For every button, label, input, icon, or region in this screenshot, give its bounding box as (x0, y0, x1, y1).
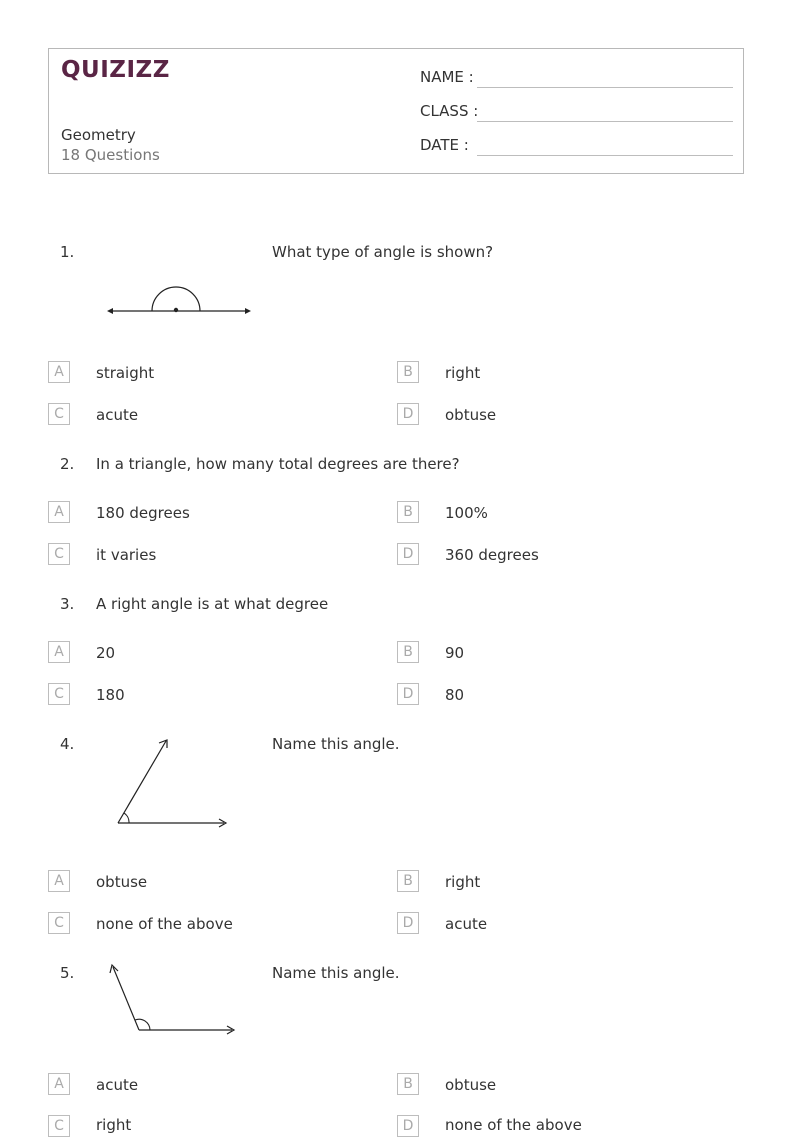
option-letter[interactable]: C (48, 683, 70, 705)
option-letter[interactable]: D (397, 403, 419, 425)
acute-angle-figure (112, 736, 236, 832)
quizizz-logo: QUIZIZZ (61, 57, 170, 83)
option-letter[interactable]: C (48, 1115, 70, 1137)
option-text[interactable]: none of the above (96, 915, 233, 933)
name-line[interactable] (477, 87, 733, 88)
option-text[interactable]: 360 degrees (445, 546, 539, 564)
class-label: CLASS : (420, 102, 479, 120)
option-text[interactable]: right (445, 873, 481, 891)
name-label: NAME : (420, 68, 474, 86)
option-letter[interactable]: B (397, 501, 419, 523)
option-text[interactable]: right (445, 364, 481, 382)
question-text: Name this angle. (272, 964, 400, 982)
option-text[interactable]: obtuse (445, 406, 497, 424)
option-text[interactable]: straight (96, 364, 155, 382)
option-text[interactable]: 20 (96, 644, 116, 662)
option-letter[interactable]: B (397, 361, 419, 383)
option-text[interactable]: right (96, 1116, 132, 1134)
option-letter[interactable]: D (397, 1115, 419, 1137)
question-number: 5. (60, 964, 75, 982)
date-label: DATE : (420, 136, 469, 154)
option-letter[interactable]: D (397, 912, 419, 934)
option-text[interactable]: 80 (445, 686, 465, 704)
option-letter[interactable]: D (397, 543, 419, 565)
option-letter[interactable]: C (48, 403, 70, 425)
option-letter[interactable]: A (48, 361, 70, 383)
obtuse-angle-figure (106, 962, 240, 1038)
option-text[interactable]: 100% (445, 504, 488, 522)
option-text[interactable]: none of the above (445, 1116, 582, 1134)
question-number: 1. (60, 243, 75, 261)
worksheet-subject: Geometry (61, 126, 136, 144)
option-text[interactable]: 180 degrees (96, 504, 190, 522)
question-count: 18 Questions (61, 146, 160, 164)
question-text: A right angle is at what degree (96, 595, 329, 613)
option-letter[interactable]: A (48, 641, 70, 663)
question-text: What type of angle is shown? (272, 243, 494, 261)
option-letter[interactable]: D (397, 683, 419, 705)
option-text[interactable]: 180 (96, 686, 125, 704)
question-number: 2. (60, 455, 75, 473)
question-text: Name this angle. (272, 735, 400, 753)
option-letter[interactable]: C (48, 543, 70, 565)
question-text: In a triangle, how many total degrees are there? (96, 455, 460, 473)
option-text[interactable]: acute (96, 1076, 139, 1094)
class-line[interactable] (477, 121, 733, 122)
option-text[interactable]: acute (445, 915, 488, 933)
option-text[interactable]: 90 (445, 644, 465, 662)
straight-angle-figure (105, 284, 255, 318)
option-letter[interactable]: A (48, 870, 70, 892)
option-text[interactable]: it varies (96, 546, 157, 564)
question-number: 4. (60, 735, 75, 753)
date-line[interactable] (477, 155, 733, 156)
worksheet-header (48, 48, 744, 174)
option-text[interactable]: acute (96, 406, 139, 424)
option-letter[interactable]: A (48, 501, 70, 523)
option-letter[interactable]: B (397, 1073, 419, 1095)
option-letter[interactable]: C (48, 912, 70, 934)
option-letter[interactable]: B (397, 641, 419, 663)
option-text[interactable]: obtuse (445, 1076, 497, 1094)
question-number: 3. (60, 595, 75, 613)
option-letter[interactable]: B (397, 870, 419, 892)
option-text[interactable]: obtuse (96, 873, 148, 891)
option-letter[interactable]: A (48, 1073, 70, 1095)
